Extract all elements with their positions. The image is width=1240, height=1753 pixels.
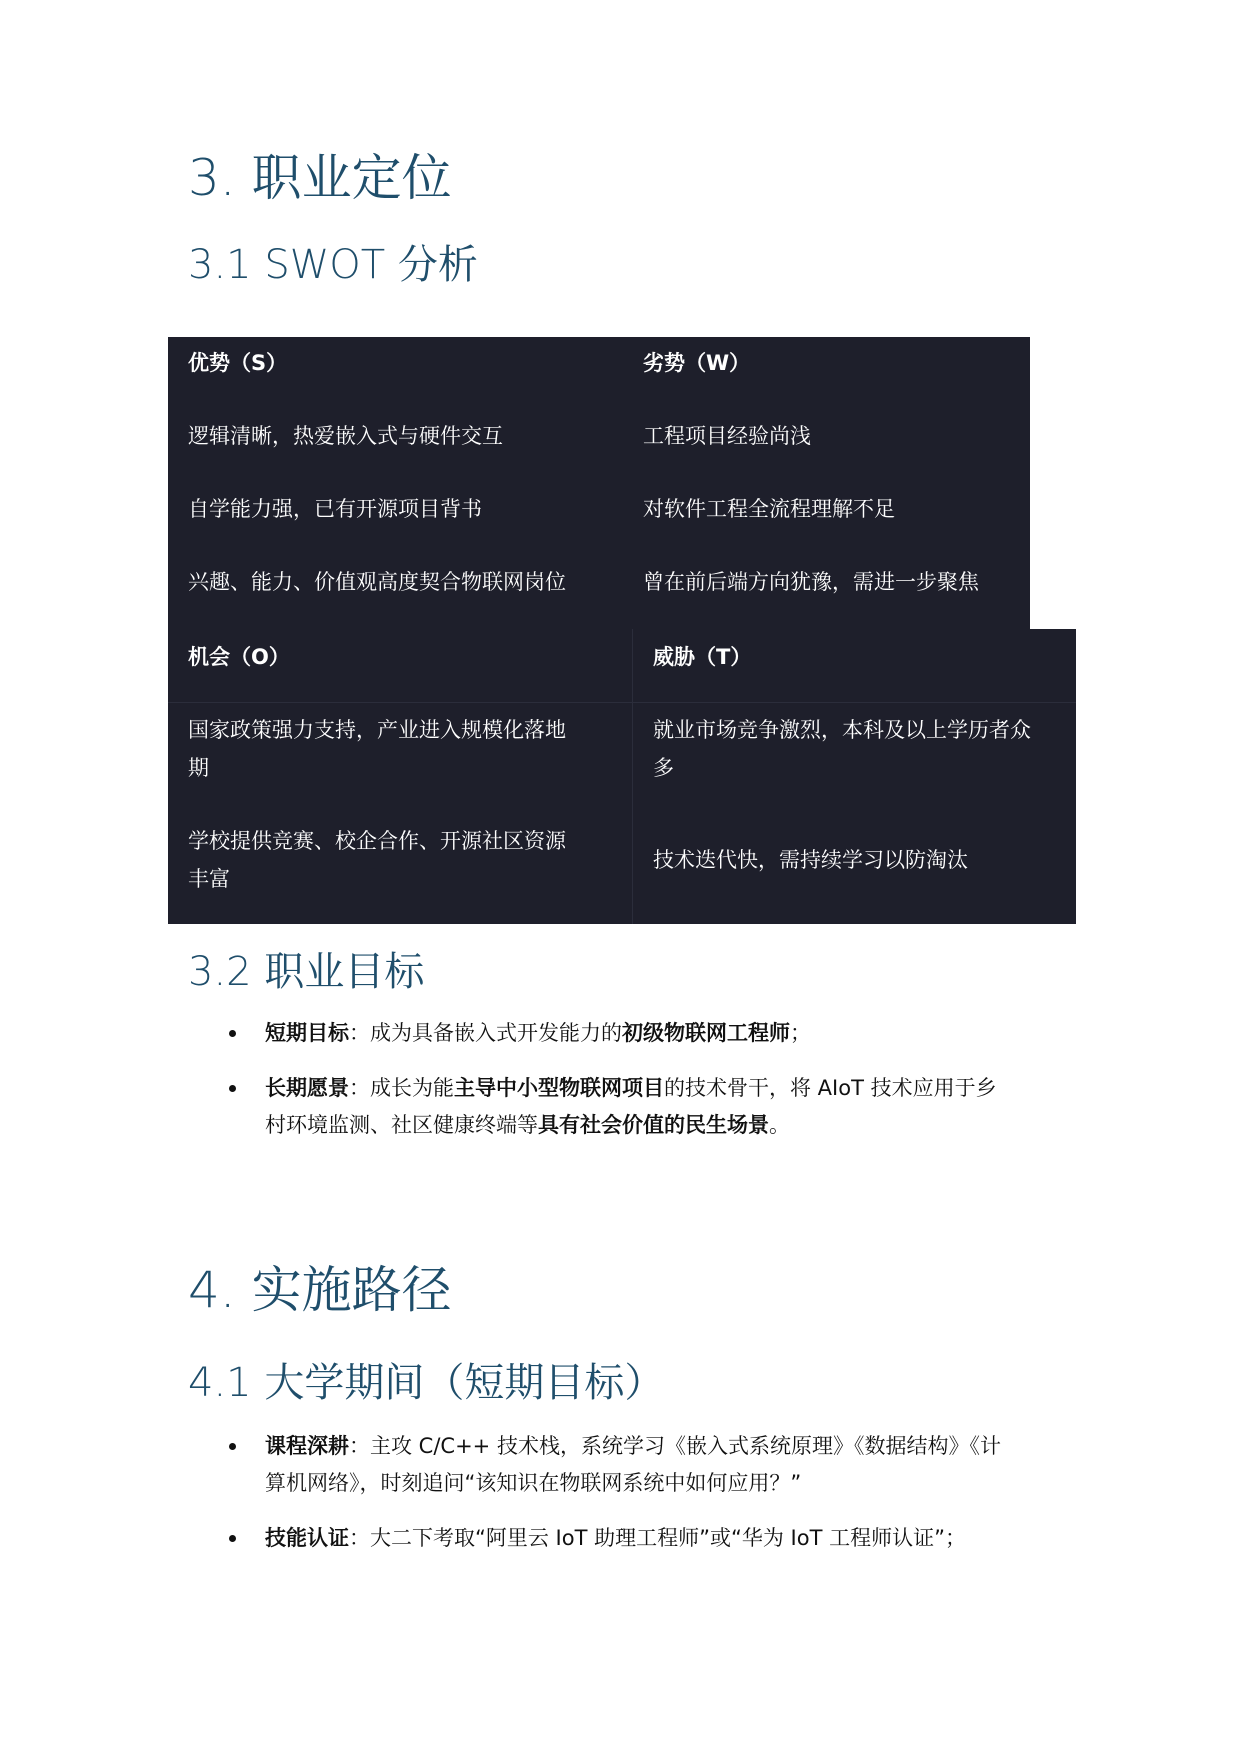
section-3-2-title: 3.2 职业目标	[188, 949, 425, 995]
swot-table-top	[168, 337, 1030, 629]
threat-item-line: 就业市场竞争激烈，本科及以上学历者众	[653, 718, 1031, 742]
section-4-1-title: 4.1 大学期间（短期目标）	[188, 1360, 665, 1406]
goal-text: 。	[769, 1113, 790, 1137]
goal-emphasis: 具有社会价值的民生场景	[538, 1113, 769, 1137]
opportunity-item-line: 期	[188, 756, 209, 780]
bullet-icon	[229, 1443, 236, 1450]
goal-short-term	[265, 1015, 1065, 1052]
strength-item: 逻辑清晰，热爱嵌入式与硬件交互	[188, 424, 503, 448]
plan-text: ：主攻 C/C++ 技术栈，系统学习《嵌入式系统原理》《数据结构》《计	[349, 1434, 1001, 1458]
plan-item-courses	[265, 1428, 1065, 1502]
section-4-title: 4. 实施路径	[188, 1261, 452, 1319]
threat-item-line: 多	[653, 756, 674, 780]
goal-label: 短期目标	[265, 1021, 349, 1045]
strength-item: 兴趣、能力、价值观高度契合物联网岗位	[188, 570, 566, 594]
goal-long-term	[265, 1070, 1065, 1144]
weakness-item: 工程项目经验尚浅	[643, 424, 811, 448]
plan-item-certification	[265, 1520, 1065, 1557]
strength-item: 自学能力强，已有开源项目背书	[188, 497, 482, 521]
weakness-item: 曾在前后端方向犹豫，需进一步聚焦	[643, 570, 979, 594]
plan-label: 课程深耕	[265, 1434, 349, 1458]
bullet-icon	[229, 1535, 236, 1542]
weakness-item: 对软件工程全流程理解不足	[643, 497, 895, 521]
opportunity-item-line: 国家政策强力支持，产业进入规模化落地	[188, 718, 566, 742]
threats-header: 威胁（T）	[653, 645, 752, 669]
goal-text: ：成长为能	[349, 1076, 454, 1100]
goal-text: 村环境监测、社区健康终端等	[265, 1113, 538, 1137]
section-3-title: 3. 职业定位	[188, 149, 452, 207]
plan-text: 算机网络》，时刻追问“该知识在物联网系统中如何应用？”	[265, 1471, 802, 1495]
strengths-header: 优势（S）	[188, 351, 288, 375]
goal-text: ；	[790, 1021, 811, 1045]
plan-text: ：大二下考取“阿里云 IoT 助理工程师”或“华为 IoT 工程师认证”；	[349, 1526, 966, 1550]
goal-emphasis: 初级物联网工程师	[622, 1021, 790, 1045]
goal-label: 长期愿景	[265, 1076, 349, 1100]
opportunity-item-line: 学校提供竞赛、校企合作、开源社区资源	[188, 829, 566, 853]
bullet-icon	[229, 1030, 236, 1037]
header-divider	[168, 702, 1076, 703]
goal-emphasis: 主导中小型物联网项目	[454, 1076, 664, 1100]
bullet-icon	[229, 1085, 236, 1092]
opportunities-header: 机会（O）	[188, 645, 290, 669]
plan-label: 技能认证	[265, 1526, 349, 1550]
threat-item: 技术迭代快，需持续学习以防淘汰	[653, 848, 968, 872]
section-3-1-title: 3.1 SWOT 分析	[188, 242, 478, 288]
swot-table-bottom	[168, 629, 1076, 924]
goal-text: 的技术骨干，将 AIoT 技术应用于乡	[664, 1076, 997, 1100]
goal-text: ：成为具备嵌入式开发能力的	[349, 1021, 622, 1045]
column-divider	[632, 629, 633, 924]
weaknesses-header: 劣势（W）	[643, 351, 751, 375]
opportunity-item-line: 丰富	[188, 867, 230, 891]
